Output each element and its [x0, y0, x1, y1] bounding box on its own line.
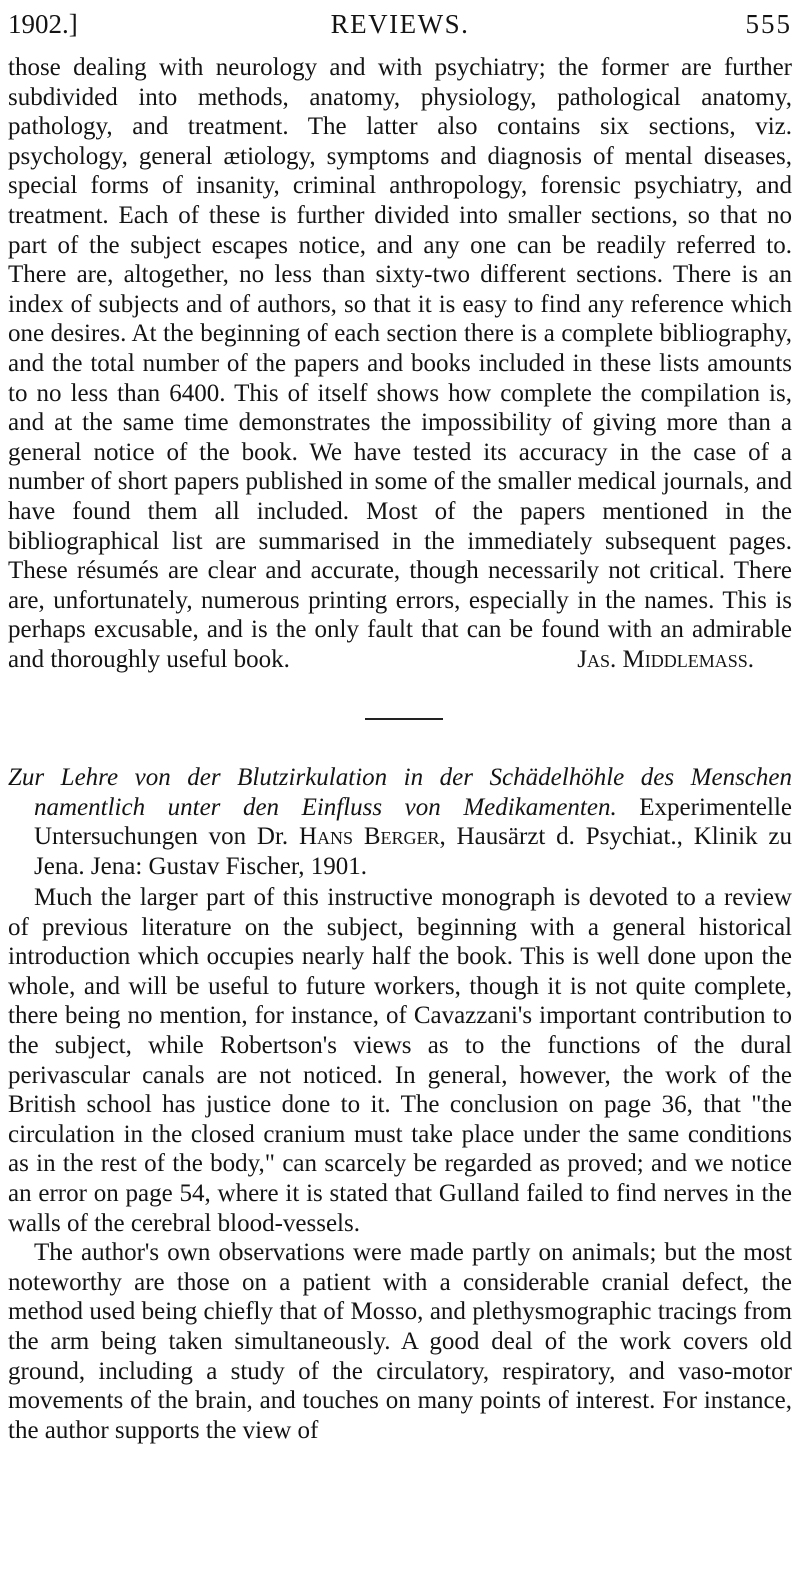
book-publication-info: , Hausärzt d. Psychiat., Klinik zu Jena. Jena: Gustav Fischer, 1901.: [34, 823, 792, 880]
book-title: Zur Lehre von der Blutzirkulation in der Schädelhöhle des Menschen namentlich unter den Einfluss von Medikamenten.: [8, 764, 792, 821]
review-2-body: [8, 883, 792, 1445]
review-2-paragraph-1: Much the larger part of this instructive monograph is devoted to a review of previous literature on the subject, beginning with a general historical introduction which occupies nearly half the book. This is well done upon the whole, and will be useful to future workers, though it is not quite complete, there being no mention, for instance, of Cavazzani's important contribution to the subject, while Robertson's views as to the functions of the dural perivascular canals are not noticed. In general, however, the work of the British school has justice done to it. The conclusion on page 36, that "the circulation in the closed cranium must take place under the same conditions as in the rest of the body," can scarcely be regarded as proved; and we notice an error on page 54, where it is stated that Gulland failed to find nerves in the walls of the cerebral blood-vessels.: [8, 884, 792, 1237]
review-1-body: [8, 53, 792, 674]
header-section-title: REVIEWS.: [330, 9, 470, 39]
header-year: 1902.]: [8, 9, 78, 39]
book-author: Hans Berger: [298, 823, 440, 851]
page-number: 555: [745, 9, 792, 39]
book-subtitle: Experimentelle Untersuchungen von Dr.: [34, 793, 792, 851]
review-2-paragraph-2: The author's own observations were made partly on animals; but the most noteworthy are those on a patient with a considerable cranial defect, the method used being chiefly that of Mosso, and plethysmographic tracings from the arm being taken simultaneously. A good deal of the work covers old ground, including a study of the circulatory, respiratory, and vaso-motor movements of the brain, and touches on many points of interest. For instance, the author supports the view of: [8, 1239, 792, 1444]
review-1-signature: Jas. Middlemass.: [577, 645, 754, 673]
section-divider: [365, 718, 443, 720]
review-1-paragraph: those dealing with neurology and with psychiatry; the former are further subdivided into methods, anatomy, physiology, pathological anatomy, pathology, and treatment. The latter also contains six sections, viz. psychology, general ætiology, symptoms and diagnosis of mental diseases, special forms of insanity, criminal anthropology, forensic psychiatry, and treatment. Each of these is further divided into smaller sections, so that no part of the subject escapes notice, and any one can be readily referred to. There are, altogether, no less than sixty-two different sections. There is an index of subjects and of authors, so that it is easy to find any reference which one desires. At the beginning of each section there is a complete bibliography, and the total number of the papers and books included in these lists amounts to no less than 6400. This of itself shows how complete the compilation is, and at the same time demonstrates the impossibility of giving more than a general notice of the book. We have tested its accuracy in the case of a number of short papers published in some of the smaller medical journals, and have found them all included. Most of the papers mentioned in the bibliographical list are summarised in the immediately subsequent pages. These résumés are clear and accurate, though necessarily not critical. There are, unfortunately, numerous printing errors, especially in the names. This is perhaps excusable, and is the only fault that can be found with an admirable and thoroughly useful book.: [8, 54, 792, 673]
review-2-title: [8, 763, 792, 881]
review-2-citation: [8, 763, 792, 881]
running-header: [8, 4, 792, 44]
